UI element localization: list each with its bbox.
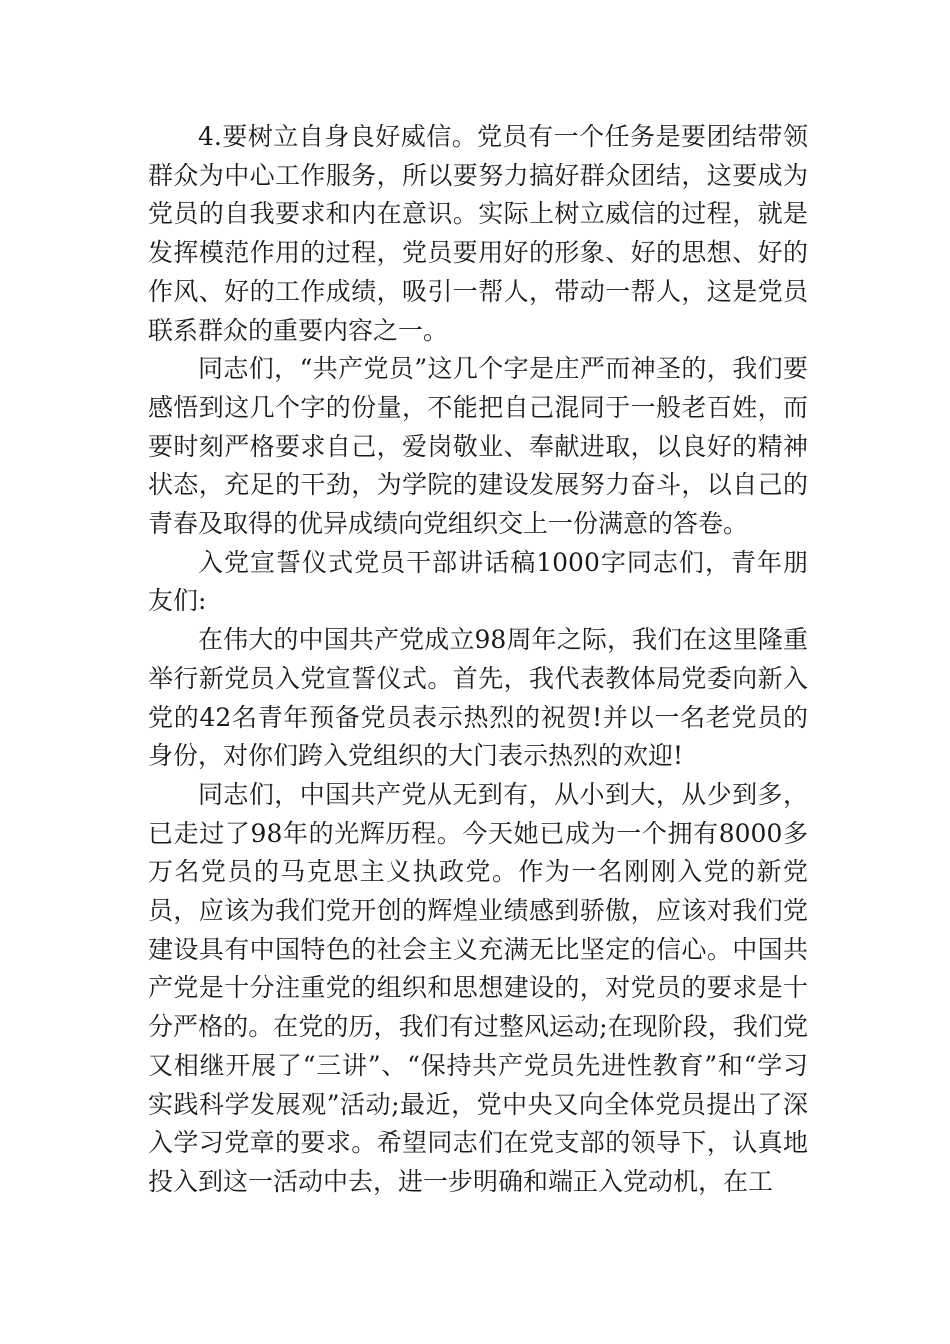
- paragraph-1: 4.要树立自身良好威信。党员有一个任务是要团结带领群众为中心工作服务，所以要努力搞好群众团结，这要成为党员的自我要求和内在意识。实际上树立威信的过程，就是发挥模范作用的过程，党员要用好的形象、好的思想、好的作风、好的工作成绩，吸引一帮人，带动一帮人，这是党员联系群众的重要内容之一。: [148, 122, 808, 345]
- paragraph-4: 在伟大的中国共产党成立98周年之际，我们在这里隆重举行新党员入党宣誓仪式。首先，我代表教体局党委向新入党的42名青年预备党员表示热烈的祝贺!并以一名老党员的身份，对你们跨入党组织的大门表示热烈的欢迎!: [148, 625, 808, 771]
- paragraph-3: 入党宣誓仪式党员干部讲话稿1000字同志们，青年朋友们:: [148, 547, 808, 616]
- document-body: [148, 118, 808, 1202]
- paragraph-5: 同志们，中国共产党从无到有，从小到大，从少到多，已走过了98年的光辉历程。今天她已成为一个拥有8000多万名党员的马克思主义执政党。作为一名刚刚入党的新党员，应该为我们党开创的辉煌业绩感到骄傲，应该对我们党建设具有中国特色的社会主义充满无比坚定的信心。中国共产党是十分注重党的组织和思想建设的，对党员的要求是十分严格的。在党的历，我们有过整风运动;在现阶段，我们党又相继开展了“三讲”、“保持共产党员先进性教育”和“学习实践科学发展观”活动;最近，党中央又向全体党员提出了深入学习党章的要求。希望同志们在党支部的领导下，认真地投入到这一活动中去，进一步明确和端正入党动机，在工: [148, 779, 808, 1196]
- paragraph-2: 同志们，“共产党员”这几个字是庄严而神圣的，我们要感悟到这几个字的份量，不能把自己混同于一般老百姓，而要时刻严格要求自己，爱岗敬业、奉献进取，以良好的精神状态，充足的干劲，为学院的建设发展努力奋斗，以自己的青春及取得的优异成绩向党组织交上一份满意的答卷。: [148, 354, 808, 539]
